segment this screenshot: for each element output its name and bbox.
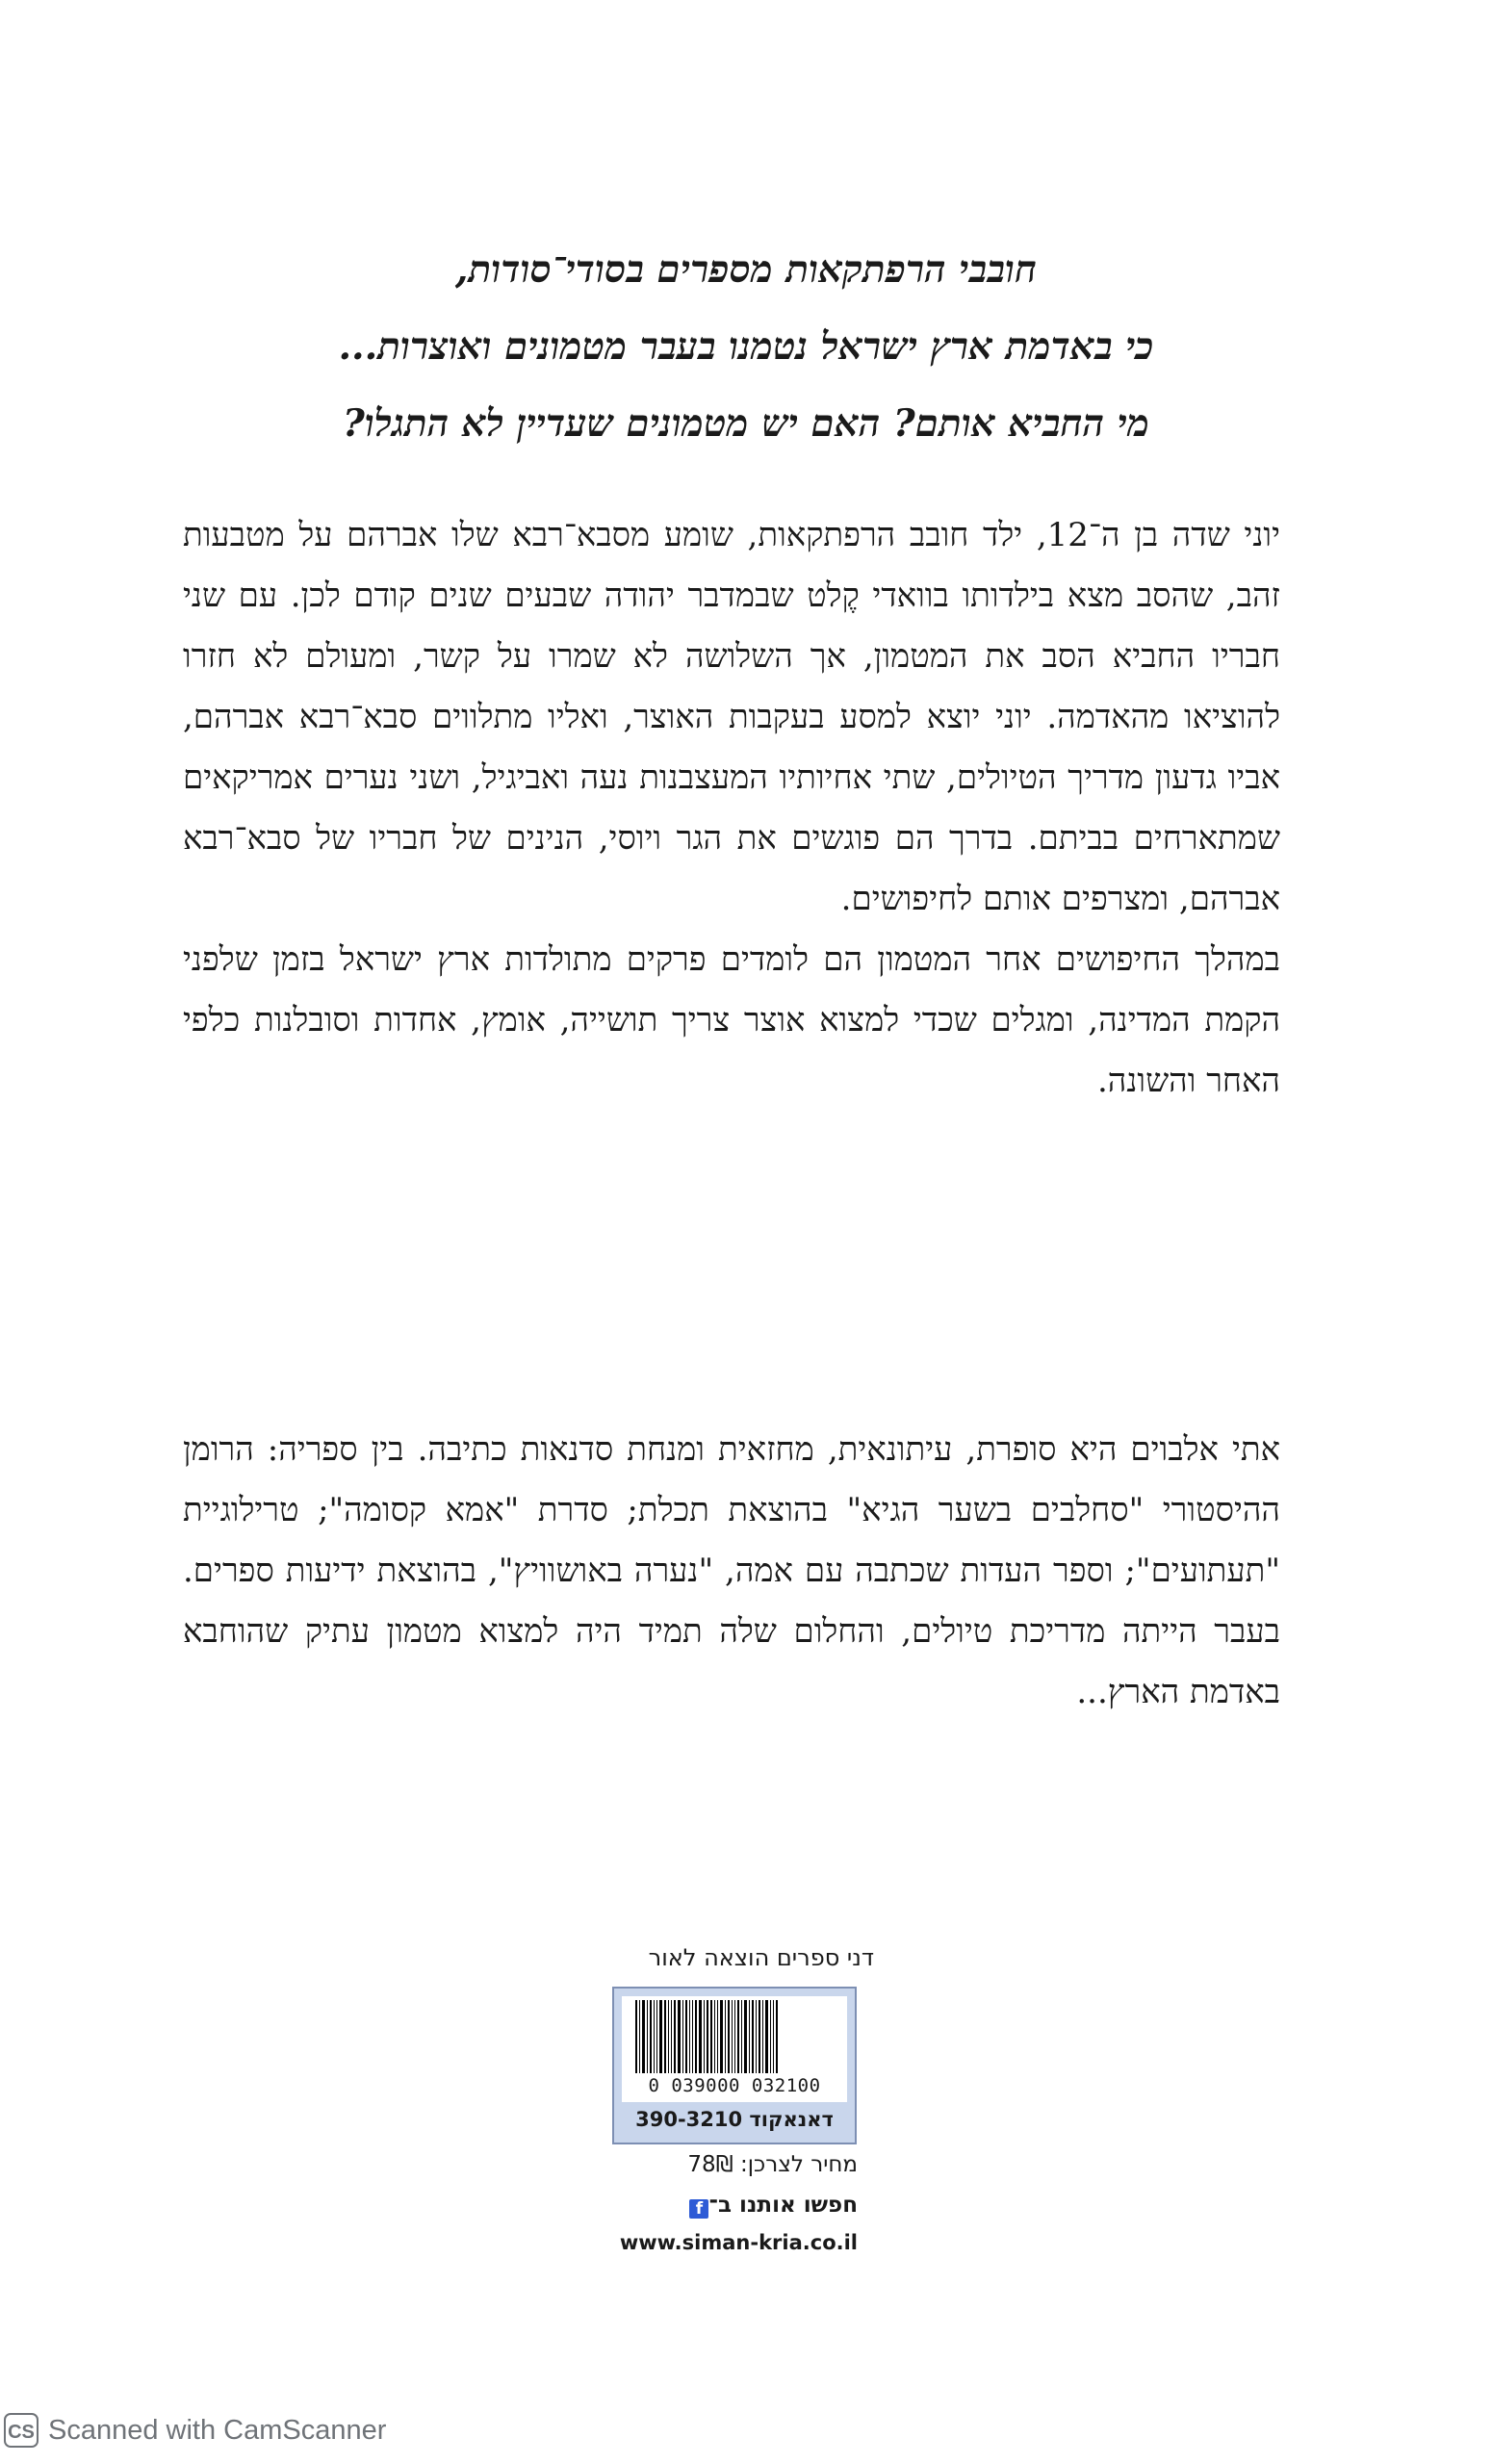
barcode-bar	[668, 2000, 669, 2073]
barcode-bar	[725, 2000, 726, 2073]
barcode	[622, 1996, 847, 2102]
website-link[interactable]: www.siman-kria.co.il	[619, 2231, 858, 2254]
barcode-bar	[685, 2000, 687, 2073]
blurb-line: כי באדמת ארץ ישראל נטמנו בעבר מטמונים ואוצרות...	[338, 324, 1154, 369]
barcode-bar	[776, 2000, 778, 2073]
barcode-bar	[654, 2000, 655, 2073]
barcode-bar	[650, 2000, 652, 2073]
summary-paragraph: במהלך החיפושים אחר המטמון הם לומדים פרקים מתולדות ארץ ישראל בזמן שלפני הקמת המדינה, ומגלים שכדי למצוא אוצר צריך תושייה, אומץ, אחדות וסובלנות כלפי האחר והשונה.	[183, 940, 1280, 1100]
barcode-bar	[770, 2000, 771, 2073]
barcode-bar	[692, 2000, 693, 2073]
barcode-bar	[674, 2000, 676, 2073]
barcode-bar	[759, 2000, 760, 2073]
barcode-bar	[659, 2000, 662, 2073]
barcode-code-label: דאנאקוד 390-3210	[635, 2108, 834, 2131]
barcode-bar	[732, 2000, 733, 2073]
facebook-icon: f	[689, 2199, 708, 2219]
barcode-bar	[717, 2000, 718, 2073]
barcode-bar	[762, 2000, 763, 2073]
blurb-line: חובבי הרפתקאות מספרים בסודי־סודות,	[454, 247, 1038, 292]
barcode-bars	[635, 2000, 834, 2073]
price-label: מחיר לצרכן: 78₪	[687, 2152, 858, 2177]
barcode-bar	[773, 2000, 774, 2073]
publisher-name: דני ספרים הוצאה לאור	[648, 1944, 874, 1971]
barcode-bar	[720, 2000, 723, 2073]
barcode-bar	[741, 2000, 742, 2073]
barcode-bar	[642, 2000, 645, 2073]
barcode-bar	[714, 2000, 715, 2073]
barcode-number: 0 039000 032100	[648, 2075, 821, 2096]
barcode-bar	[756, 2000, 757, 2073]
summary	[183, 505, 1280, 1112]
barcode-bar	[682, 2000, 683, 2073]
barcode-bar	[699, 2000, 702, 2073]
barcode-bar	[737, 2000, 739, 2073]
barcode-bar	[728, 2000, 730, 2073]
barcode-bar	[635, 2000, 637, 2073]
barcode-bar	[710, 2000, 712, 2073]
barcode-bar	[664, 2000, 666, 2073]
camscanner-watermark	[4, 2411, 386, 2450]
blurb-line: מי החביא אותם? האם יש מטמונים שעדיין לא התגלו?	[343, 401, 1149, 446]
barcode-bar	[707, 2000, 708, 2073]
barcode-bar	[689, 2000, 690, 2073]
barcode-bar	[704, 2000, 705, 2073]
watermark-text: Scanned with CamScanner	[48, 2414, 387, 2446]
social-line	[612, 2193, 858, 2219]
barcode-bar	[647, 2000, 648, 2073]
social-text: חפשו אותנו ב־	[708, 2193, 858, 2218]
barcode-bar	[639, 2000, 640, 2073]
barcode-bar	[752, 2000, 754, 2073]
barcode-bar	[671, 2000, 672, 2073]
blurb	[0, 231, 1492, 462]
barcode-bar	[765, 2000, 768, 2073]
barcode-bar	[744, 2000, 747, 2073]
author-bio: אתי אלבוים היא סופרת, עיתונאית, מחזאית ומנחת סדנאות כתיבה. בין ספריה: הרומן ההיסטורי "סחלבים בשער הגיא" בהוצאת תכלת; סדרת "אמא קסומה"; טרילוגיית "תעתועים"; וספר העדות שכתבה עם אמה, "נערה באושוויץ", בהוצאת ידיעות ספרים. בעבר הייתה מדריכת טיולים, והחלום שלה תמיד היה למצוא מטמון עתיק שהוחבא באדמת הארץ...	[183, 1430, 1280, 1711]
barcode-bar	[656, 2000, 657, 2073]
barcode-bar	[749, 2000, 750, 2073]
barcode-bar	[734, 2000, 735, 2073]
barcode-bar	[695, 2000, 697, 2073]
summary-paragraph: יוני שדה בן ה־12, ילד חובב הרפתקאות, שומע מסבא־רבא שלו אברהם על מטבעות זהב, שהסב מצא בילדותו בוואדי קֶלט שבמדבר יהודה שבעים שנים קודם לכן. עם שני חבריו החביא הסב את המטמון, אך השלושה לא שמרו על קשר, ומעולם לא חזרו להוציאו מהאדמה. יוני יוצא למסע בעקבות האוצר, ואליו מתלווים סבא־רבא אברהם, אביו גדעון מדריך הטיולים, שתי אחיותיו המעצבנות נעה ואביגיל, ושני נערים אמריקאים שמתארחים בביתם. בדרך הם פוגשים את הגר ויוסי, הנינים של חבריו של סבא־רבא אברהם, ומצרפים אותם לחיפושים.	[183, 516, 1280, 918]
camscanner-icon: CS	[4, 2413, 39, 2448]
barcode-box	[612, 1987, 857, 2144]
barcode-bar	[678, 2000, 681, 2073]
